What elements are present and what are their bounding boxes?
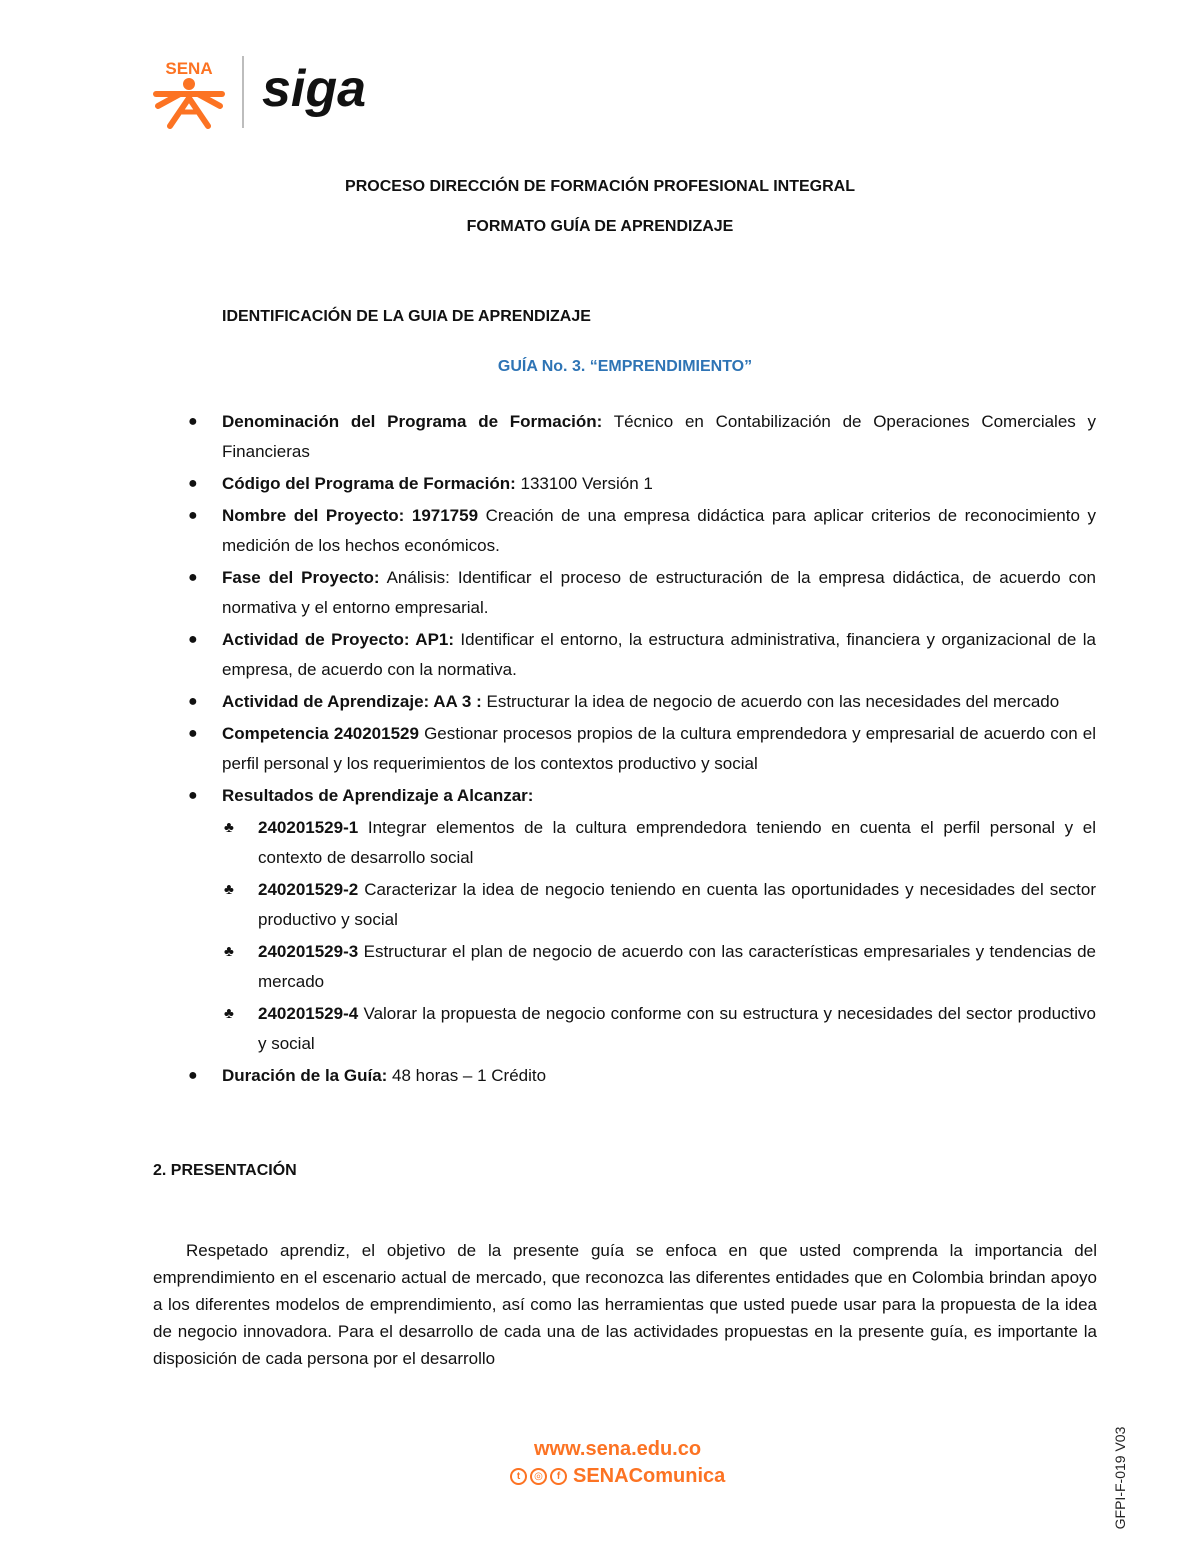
bullet-icon: ● bbox=[188, 569, 198, 586]
item-label: Actividad de Proyecto: AP1: bbox=[222, 630, 455, 649]
result-item bbox=[224, 813, 1096, 873]
result-item bbox=[224, 937, 1096, 997]
list-item bbox=[188, 501, 1096, 561]
result-code: 240201529-1 bbox=[258, 818, 359, 837]
club-bullet-icon: ♣ bbox=[224, 943, 234, 960]
list-item bbox=[188, 407, 1097, 467]
item-text: Estructurar la idea de negocio de acuerdo con las necesidades del mercado bbox=[481, 692, 1060, 711]
guide-title: GUÍA No. 3. “EMPRENDIMIENTO” bbox=[497, 358, 753, 375]
instagram-icon[interactable]: ◎ bbox=[530, 1468, 547, 1485]
result-text: Valorar la propuesta de negocio conforme con su estructura y necesidades del sector productivo y social bbox=[258, 1004, 1096, 1053]
list-item bbox=[188, 469, 1096, 499]
list-item bbox=[188, 781, 1096, 811]
results-list bbox=[224, 813, 1096, 1059]
item-text: Gestionar procesos propios de la cultura emprendedora y empresarial de acuerdo con el perfil personal y los requerimientos de los contextos productivo y social bbox=[222, 724, 1097, 773]
item-label: Competencia 240201529 bbox=[222, 724, 419, 743]
club-bullet-icon: ♣ bbox=[224, 1005, 234, 1022]
list-item bbox=[188, 563, 1097, 623]
bullet-icon: ● bbox=[188, 507, 198, 524]
list-item bbox=[188, 625, 1096, 685]
item-label: Actividad de Aprendizaje: AA 3 : bbox=[222, 692, 482, 711]
header-logos bbox=[150, 54, 378, 130]
item-label: Resultados de Aprendizaje a Alcanzar: bbox=[222, 786, 534, 805]
item-text: Técnico en Contabilización de Operaciones Comerciales y Financieras bbox=[222, 412, 1097, 461]
item-text: Creación de una empresa didáctica para aplicar criterios de reconocimiento y medición de los hechos económicos. bbox=[222, 506, 1096, 555]
footer-social bbox=[510, 1465, 725, 1488]
format-title: FORMATO GUÍA DE APRENDIZAJE bbox=[466, 218, 734, 235]
result-code: 240201529-3 bbox=[258, 942, 359, 961]
bullet-icon: ● bbox=[188, 475, 198, 492]
club-bullet-icon: ♣ bbox=[224, 881, 234, 898]
sena-logo-text: SENA bbox=[165, 59, 213, 78]
list-item bbox=[188, 719, 1097, 779]
bullet-icon: ● bbox=[188, 1067, 198, 1084]
siga-logo bbox=[260, 62, 378, 122]
item-text: 133100 Versión 1 bbox=[515, 474, 653, 493]
result-text: Integrar elementos de la cultura emprendedora teniendo en cuenta el perfil personal y el contexto de desarrollo social bbox=[258, 818, 1096, 867]
club-bullet-icon: ♣ bbox=[224, 819, 234, 836]
social-handle[interactable]: SENAComunica bbox=[573, 1465, 726, 1487]
item-label: Fase del Proyecto: bbox=[222, 568, 380, 587]
identification-heading: IDENTIFICACIÓN DE LA GUIA DE APRENDIZAJE bbox=[222, 308, 591, 325]
list-item-duration bbox=[188, 1061, 1096, 1091]
sena-logo bbox=[150, 54, 228, 130]
result-code: 240201529-2 bbox=[258, 880, 359, 899]
process-title: PROCESO DIRECCIÓN DE FORMACIÓN PROFESIONAL INTEGRAL bbox=[345, 178, 855, 195]
identification-list bbox=[188, 407, 1097, 1093]
bullet-icon: ● bbox=[188, 725, 198, 742]
bullet-icon: ● bbox=[188, 787, 198, 804]
item-label: Código del Programa de Formación: bbox=[222, 474, 516, 493]
document-code bbox=[1113, 1403, 1127, 1553]
result-item bbox=[224, 999, 1096, 1059]
list-item bbox=[188, 687, 1096, 717]
footer-url[interactable]: www.sena.edu.co bbox=[534, 1438, 702, 1460]
item-text: 48 horas – 1 Crédito bbox=[387, 1066, 547, 1085]
item-text: Análisis: Identificar el proceso de estructuración de la empresa didáctica, de acuerdo con normativa y el entorno empresarial. bbox=[222, 568, 1097, 617]
item-label: Denominación del Programa de Formación: bbox=[222, 412, 603, 431]
siga-logo-text: siga bbox=[262, 62, 367, 118]
presentation-heading: 2. PRESENTACIÓN bbox=[153, 1162, 297, 1179]
bullet-icon: ● bbox=[188, 631, 198, 648]
result-text: Estructurar el plan de negocio de acuerdo con las características empresariales y tendencias de mercado bbox=[258, 942, 1096, 991]
item-label: Duración de la Guía: bbox=[222, 1066, 388, 1085]
presentation-text: Respetado aprendiz, el objetivo de la presente guía se enfoca en que usted comprenda la importancia del emprendimiento en el escenario actual de mercado, que reconozca las diferentes entidades que en Colombia brindan apoyo a los diferentes modelos de emprendimiento, así como las herramientas que usted puede usar para la propuesta de la idea de negocio innovadora. Para el desarrollo de cada una de las actividades propuestas en la presente guía, es importante la disposición de cada persona por el desarrollo bbox=[153, 1241, 1097, 1368]
facebook-icon[interactable]: f bbox=[550, 1468, 567, 1485]
bullet-icon: ● bbox=[188, 413, 198, 430]
result-code: 240201529-4 bbox=[258, 1004, 359, 1023]
item-text: Identificar el entorno, la estructura administrativa, financiera y organizacional de la empresa, de acuerdo con la normativa. bbox=[222, 630, 1096, 679]
bullet-icon: ● bbox=[188, 693, 198, 710]
logo-divider bbox=[242, 56, 244, 128]
twitter-icon[interactable]: t bbox=[510, 1468, 527, 1485]
item-label: Nombre del Proyecto: 1971759 bbox=[222, 506, 479, 525]
document-code-text: GFPI-F-019 V03 bbox=[1112, 1426, 1128, 1530]
result-item bbox=[224, 875, 1096, 935]
result-text: Caracterizar la idea de negocio teniendo en cuenta las oportunidades y necesidades del sector productivo y social bbox=[258, 880, 1096, 929]
